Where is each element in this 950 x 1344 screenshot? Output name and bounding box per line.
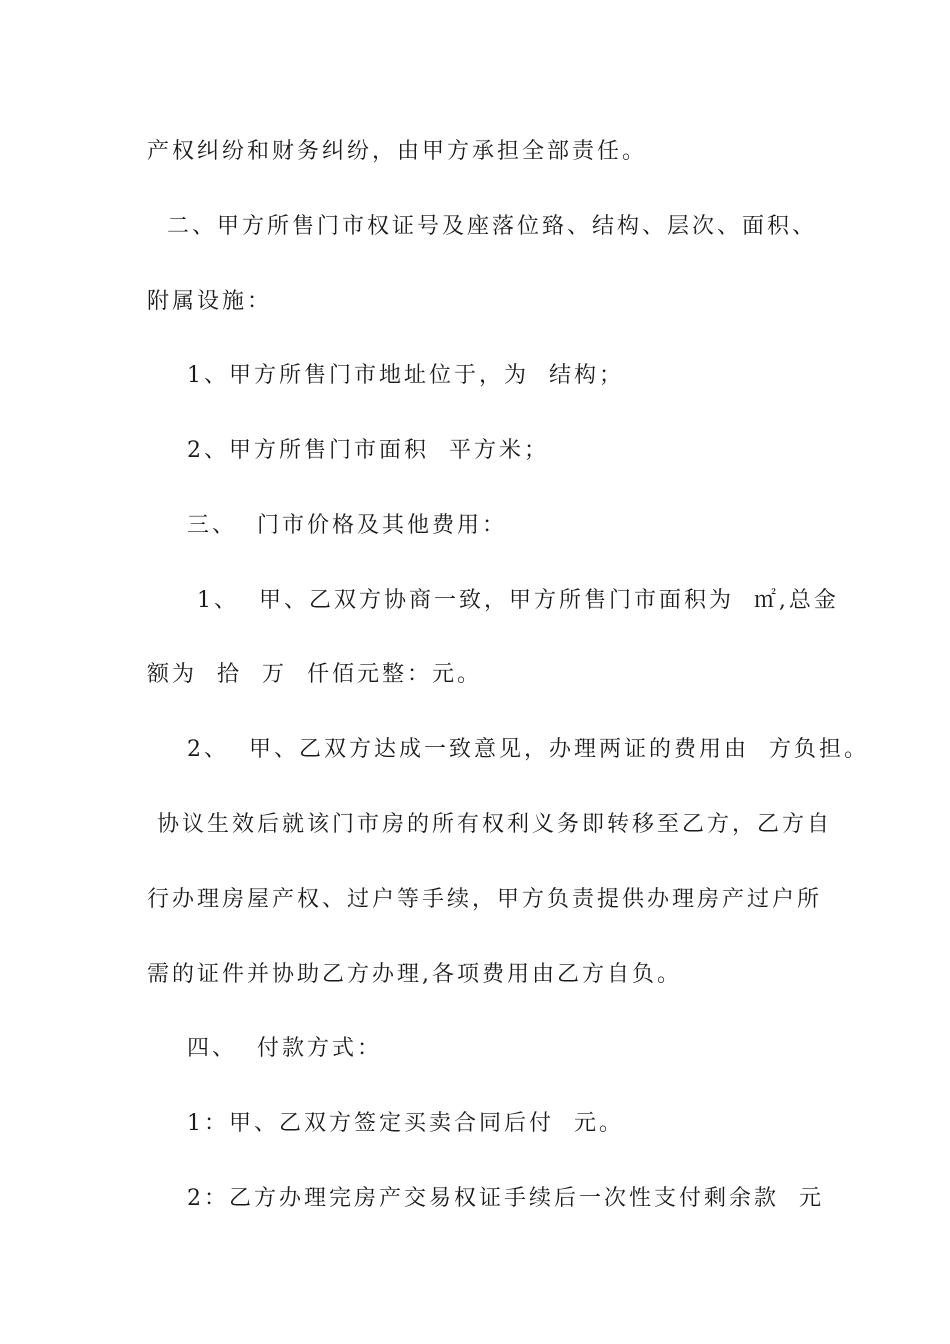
text-line: 2、甲方所售门市面积 平方米； [147, 438, 549, 463]
text-line: 四、 付款方式： [147, 1036, 382, 1061]
text-line: 协议生效后就该门市房的所有权利义务即转移至乙方，乙方自 [147, 812, 832, 837]
text-line: 额为 拾 万 仟佰元整：元。 [147, 662, 482, 687]
text-line: 2：乙方办理完房产交易权证手续后一次性支付剩余款 元 [147, 1186, 824, 1211]
text-line: 行办理房屋产权、过户等手续，甲方负责提供办理房产过户所 [147, 887, 823, 912]
text-line: 附属设施： [147, 289, 273, 314]
text-line: 1、甲方所售门市地址位于，为 结构； [147, 363, 624, 388]
text-line: 1、 甲、乙双方协商一致，甲方所售门市面积为 ㎡,总金 [147, 588, 839, 613]
text-line: 产权纠纷和财务纠纷，由甲方承担全部责任。 [147, 139, 648, 164]
text-line: 三、 门市价格及其他费用： [147, 513, 507, 538]
text-line: 需的证件并协助乙方办理,各项费用由乙方自负。 [147, 962, 682, 987]
text-line: 1：甲、乙双方签定买卖合同后付 元。 [147, 1111, 624, 1136]
text-line: 2、 甲、乙双方达成一致意见，办理两证的费用由 方负担。 [147, 737, 869, 762]
text-line: 二、甲方所售门市权证号及座落位臵、结构、层次、面积、 [147, 214, 817, 239]
